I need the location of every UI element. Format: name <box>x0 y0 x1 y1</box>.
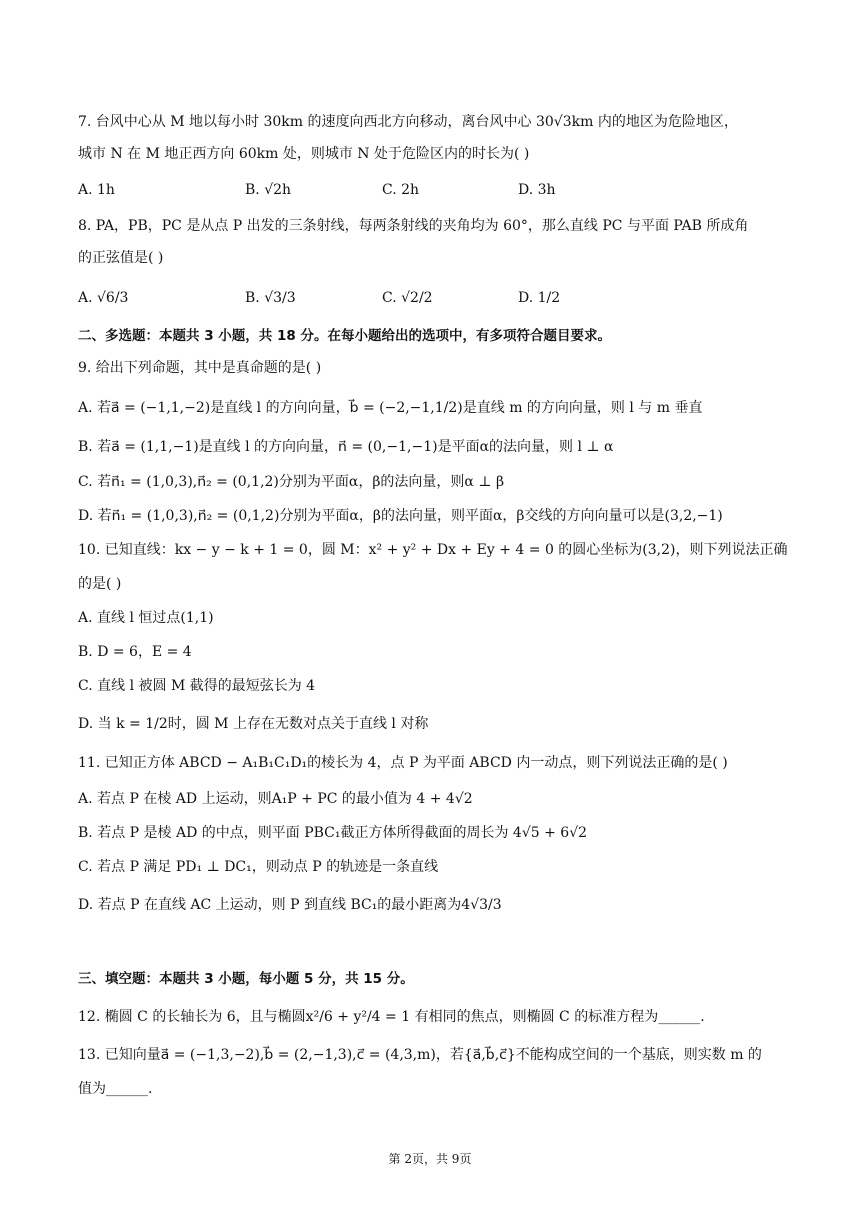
q11-option-c: C. 若点 P 满足 PD₁ ⊥ DC₁，则动点 P 的轨迹是一条直线 <box>78 859 439 875</box>
q9-option-b: B. 若a⃗ = (1,1,−1)是直线 l 的方向向量，n⃗ = (0,−1,−1)是平面α的法向量，则 l ⊥ α <box>78 439 614 455</box>
q10-option-d: D. 当 k = 1/2时，圆 M 上存在无数对点关于直线 l 对称 <box>78 716 429 732</box>
q9-option-a: A. 若a⃗ = (−1,1,−2)是直线 l 的方向向量，b⃗ = (−2,−1,1/2)是直线 m 的方向向量，则 l 与 m 垂直 <box>78 400 703 416</box>
q12-stem: 12. 椭圆 C 的长轴长为 6，且与椭圆x²/6 + y²/4 = 1 有相同的焦点，则椭圆 C 的标准方程为______. <box>78 1009 705 1025</box>
q10-option-c: C. 直线 l 被圆 M 截得的最短弦长为 4 <box>78 678 316 694</box>
q8-option-b: B. √3/3 <box>245 290 296 306</box>
section-3-heading: 三、填空题：本题共 3 小题，每小题 5 分，共 15 分。 <box>78 971 414 987</box>
q10-stem-line1: 10. 已知直线：kx − y − k + 1 = 0，圆 M：x² + y² + Dx + Ey + 4 = 0 的圆心坐标为(3,2)，则下列说法正确 <box>78 542 788 558</box>
q7-option-a: A. 1h <box>78 182 115 198</box>
page-footer: 第 2页，共 9页 <box>388 1152 472 1166</box>
q7-option-c: C. 2h <box>382 182 420 198</box>
q13-stem-line1: 13. 已知向量a⃗ = (−1,3,−2),b⃗ = (2,−1,3),c⃗ = (4,3,m)，若{a⃗,b⃗,c⃗}不能构成空间的一个基底，则实数 m 的 <box>78 1047 762 1063</box>
q8-option-a: A. √6/3 <box>78 290 129 306</box>
q11-stem: 11. 已知正方体 ABCD − A₁B₁C₁D₁的棱长为 4，点 P 为平面 ABCD 内一动点，则下列说法正确的是( ) <box>78 755 728 771</box>
q8-stem-line1: 8. PA，PB，PC 是从点 P 出发的三条射线，每两条射线的夹角均为 60°，那么直线 PC 与平面 PAB 所成角 <box>78 218 749 234</box>
q10-option-a: A. 直线 l 恒过点(1,1) <box>78 610 214 626</box>
q9-option-c: C. 若n⃗₁ = (1,0,3),n⃗₂ = (0,1,2)分别为平面α，β的法向量，则α ⊥ β <box>78 474 505 490</box>
q8-option-d: D. 1/2 <box>518 290 561 306</box>
q8-option-c: C. √2/2 <box>382 290 433 306</box>
q11-option-a: A. 若点 P 在棱 AD 上运动，则A₁P + PC 的最小值为 4 + 4√2 <box>78 791 473 807</box>
q8-stem-line2: 的正弦值是( ) <box>78 250 164 266</box>
q13-stem-line2: 值为______. <box>78 1081 153 1097</box>
q7-stem-line2: 城市 N 在 M 地正西方向 60km 处，则城市 N 处于危险区内的时长为( ) <box>78 146 530 162</box>
q11-option-b: B. 若点 P 是棱 AD 的中点，则平面 PBC₁截正方体所得截面的周长为 4√5 + 6√2 <box>78 825 588 841</box>
q9-stem: 9. 给出下列命题，其中是真命题的是( ) <box>78 360 322 376</box>
q10-option-b: B. D = 6，E = 4 <box>78 644 192 660</box>
q9-option-d: D. 若n⃗₁ = (1,0,3),n⃗₂ = (0,1,2)分别为平面α，β的法向量，则平面α，β交线的方向向量可以是(3,2,−1) <box>78 508 723 524</box>
q7-option-b: B. √2h <box>245 182 292 198</box>
q7-stem-line1: 7. 台风中心从 M 地以每小时 30km 的速度向西北方向移动，离台风中心 30√3km 内的地区为危险地区， <box>78 114 738 130</box>
q11-option-d: D. 若点 P 在直线 AC 上运动，则 P 到直线 BC₁的最小距离为4√3/3 <box>78 897 502 913</box>
q7-option-d: D. 3h <box>518 182 556 198</box>
q10-stem-line2: 的是( ) <box>78 576 122 592</box>
section-2-heading: 二、多选题：本题共 3 小题，共 18 分。在每小题给出的选项中，有多项符合题目要求。 <box>78 328 611 344</box>
